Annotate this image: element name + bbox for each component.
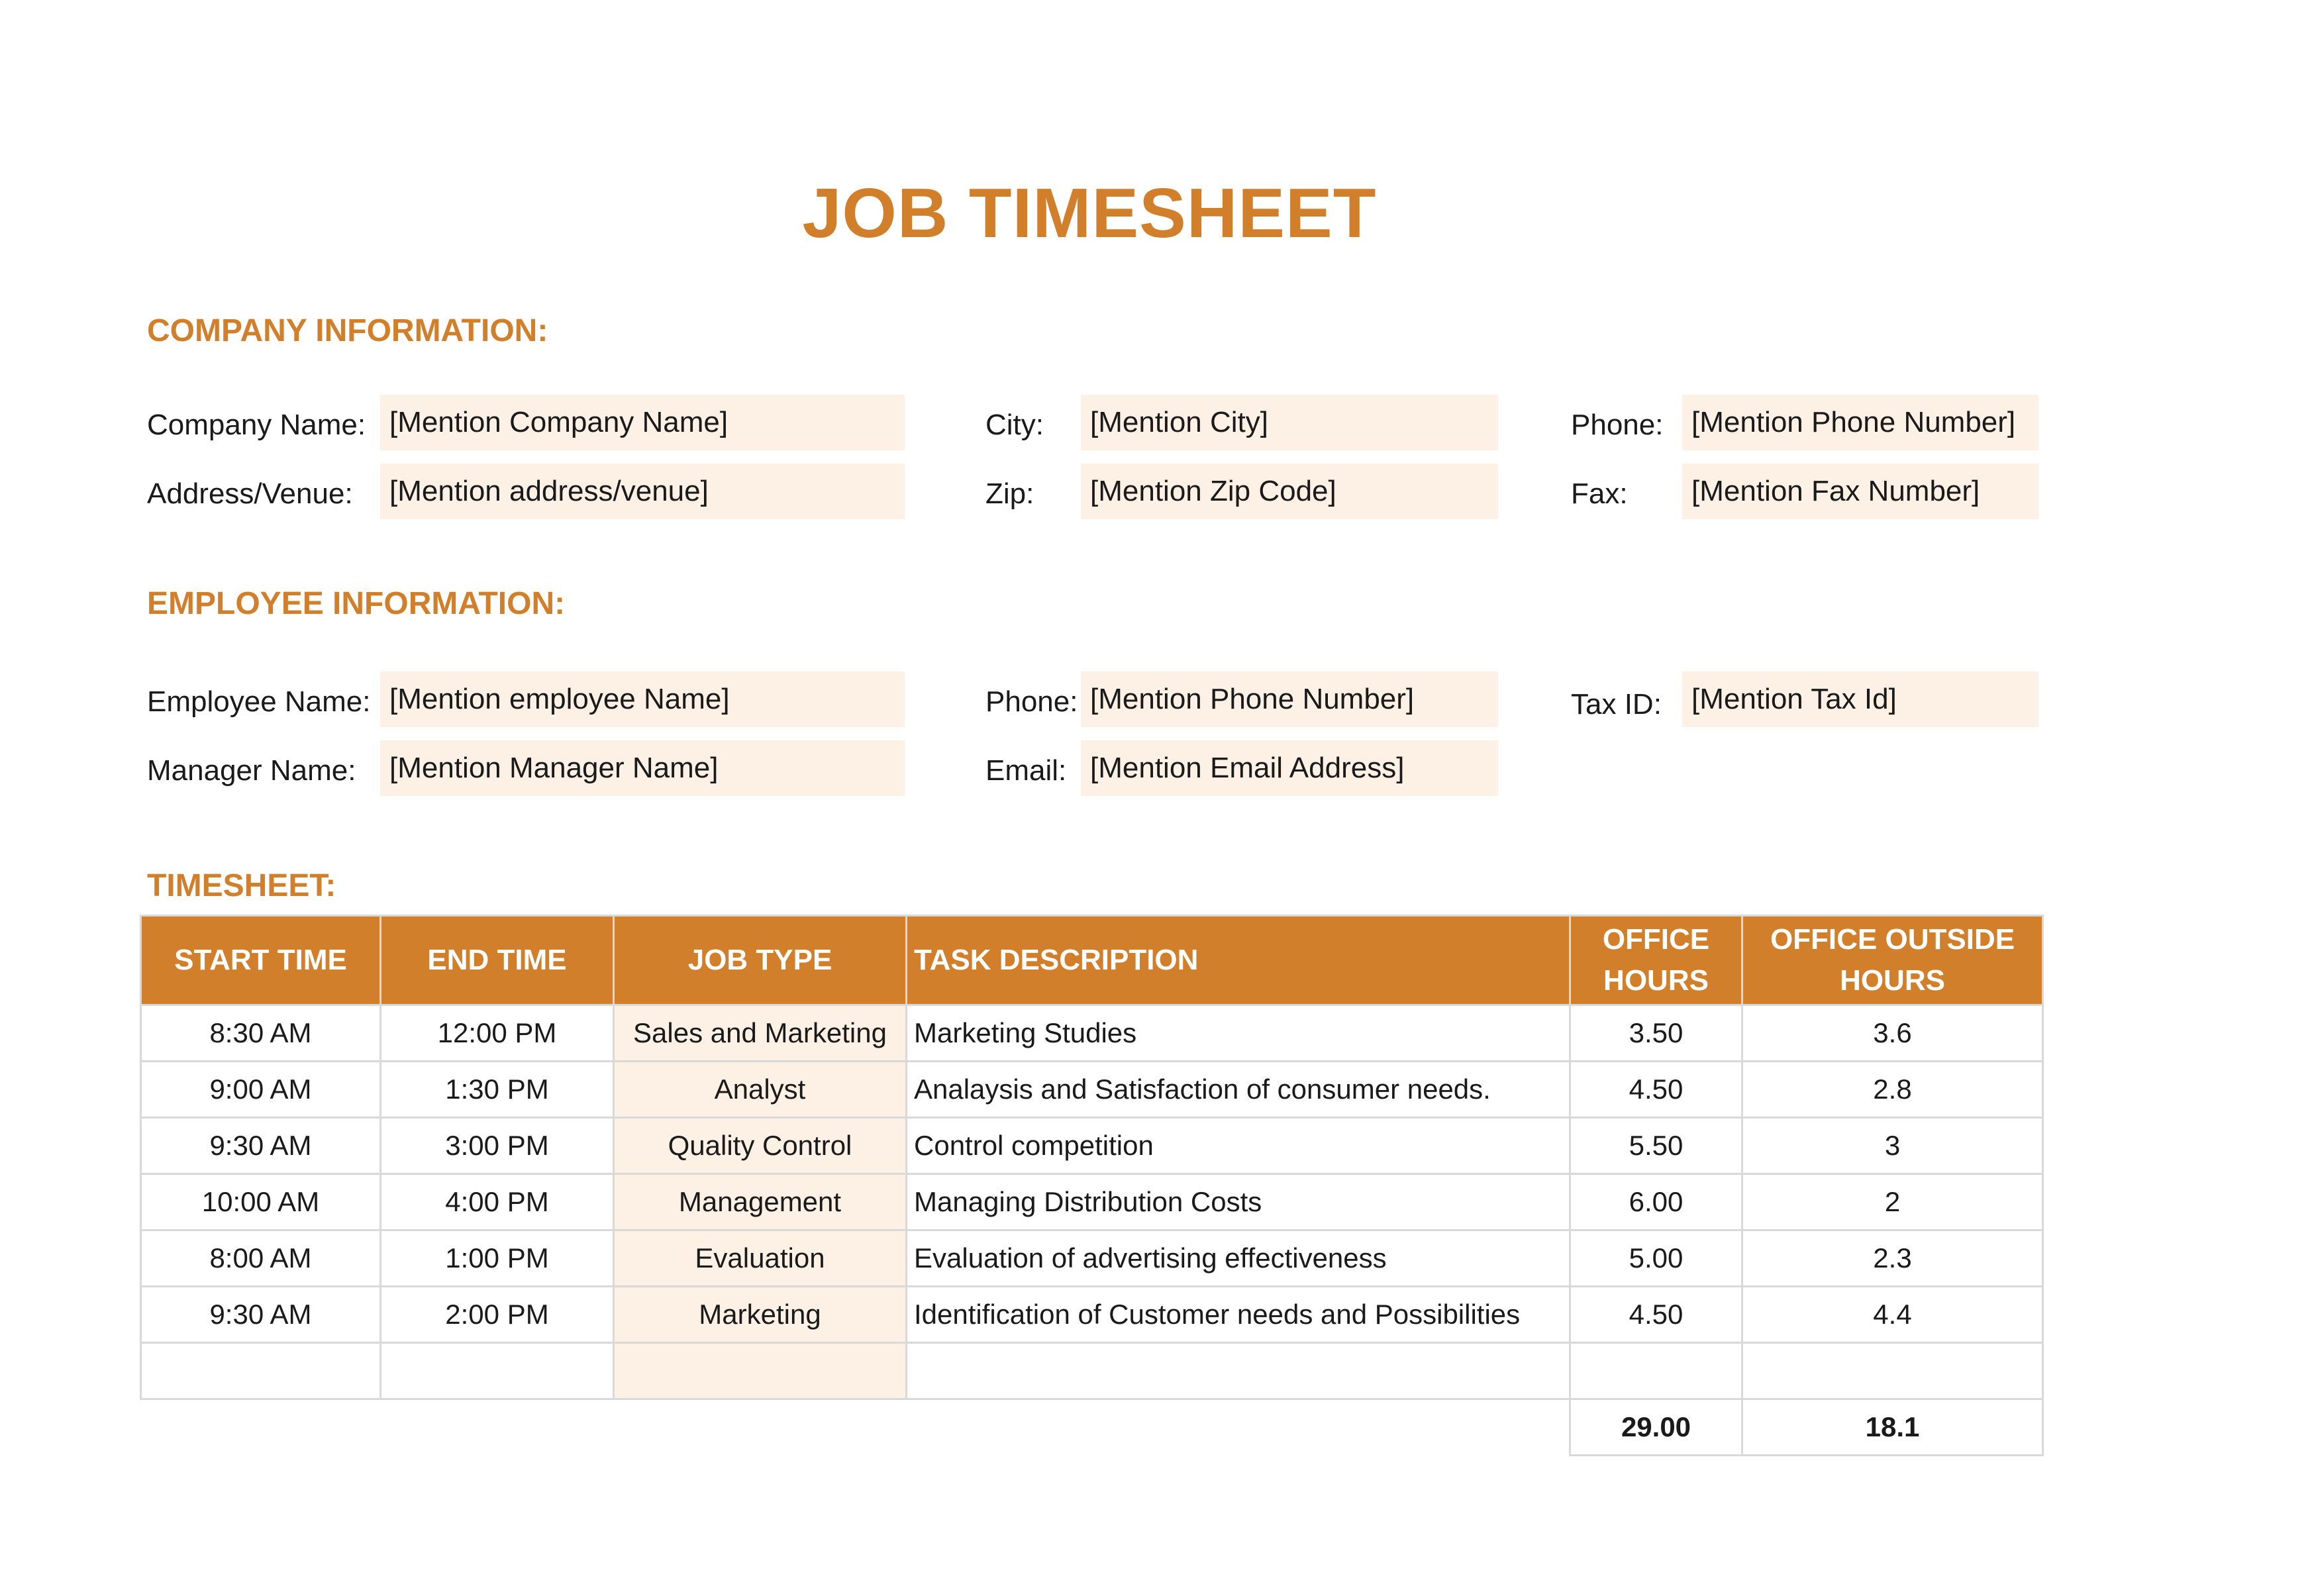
- start-time-cell[interactable]: 10:00 AM: [141, 1174, 381, 1230]
- outside-hours-cell[interactable]: 3: [1742, 1118, 2043, 1174]
- end-time-header: END TIME: [381, 916, 614, 1005]
- outside-hours-cell[interactable]: 3.6: [1742, 1005, 2043, 1062]
- page-title: JOB TIMESHEET: [802, 174, 1377, 252]
- totals-spacer: [141, 1399, 1570, 1456]
- office-hours-cell[interactable]: 5.00: [1570, 1230, 1742, 1287]
- task-description-cell[interactable]: Evaluation of advertising effectiveness: [907, 1230, 1570, 1287]
- end-time-cell[interactable]: 12:00 PM: [381, 1005, 614, 1062]
- tax-id-label: Tax ID:: [1571, 688, 1662, 721]
- task-description-cell[interactable]: Control competition: [907, 1118, 1570, 1174]
- employee-phone-field[interactable]: [Mention Phone Number]: [1081, 672, 1498, 727]
- end-time-cell[interactable]: 1:00 PM: [381, 1230, 614, 1287]
- task-description-cell[interactable]: Marketing Studies: [907, 1005, 1570, 1062]
- address-label: Address/Venue:: [147, 477, 353, 510]
- manager-name-field[interactable]: [Mention Manager Name]: [380, 740, 905, 796]
- end-time-cell[interactable]: 2:00 PM: [381, 1287, 614, 1343]
- email-label: Email:: [985, 754, 1067, 787]
- job-type-cell[interactable]: Management: [614, 1174, 907, 1230]
- email-field[interactable]: [Mention Email Address]: [1081, 740, 1498, 796]
- fax-label: Fax:: [1571, 477, 1628, 510]
- job-type-cell[interactable]: [614, 1343, 907, 1399]
- office-hours-header: [1570, 916, 1742, 1005]
- start-time-cell[interactable]: 8:00 AM: [141, 1230, 381, 1287]
- end-time-cell[interactable]: 1:30 PM: [381, 1062, 614, 1118]
- office-hours-cell[interactable]: [1570, 1343, 1742, 1399]
- company-name-field[interactable]: [Mention Company Name]: [380, 395, 905, 450]
- outside-hours-header-line1: OFFICE OUTSIDE: [1770, 923, 2015, 956]
- job-type-cell[interactable]: Evaluation: [614, 1230, 907, 1287]
- employee-name-label: Employee Name:: [147, 685, 371, 718]
- address-field[interactable]: [Mention address/venue]: [380, 464, 905, 519]
- office-hours-header-line1: OFFICE: [1602, 923, 1710, 956]
- office-hours-header-line2: HOURS: [1603, 964, 1709, 997]
- end-time-cell[interactable]: [381, 1343, 614, 1399]
- outside-hours-header-line2: HOURS: [1840, 964, 1945, 997]
- table-row: [141, 1118, 2043, 1174]
- city-label: City:: [985, 409, 1044, 441]
- task-description-cell[interactable]: Identification of Customer needs and Possibilities: [907, 1287, 1570, 1343]
- outside-hours-cell[interactable]: [1742, 1343, 2043, 1399]
- employee-phone-label: Phone:: [985, 685, 1078, 718]
- end-time-cell[interactable]: 4:00 PM: [381, 1174, 614, 1230]
- table-row: [141, 1062, 2043, 1118]
- office-hours-cell[interactable]: 6.00: [1570, 1174, 1742, 1230]
- table-row-empty: [141, 1343, 2043, 1399]
- start-time-cell[interactable]: [141, 1343, 381, 1399]
- task-description-cell[interactable]: Managing Distribution Costs: [907, 1174, 1570, 1230]
- task-description-cell[interactable]: Analaysis and Satisfaction of consumer needs.: [907, 1062, 1570, 1118]
- company-phone-label: Phone:: [1571, 409, 1664, 441]
- job-type-cell[interactable]: Quality Control: [614, 1118, 907, 1174]
- zip-field[interactable]: [Mention Zip Code]: [1081, 464, 1498, 519]
- timesheet-heading: TIMESHEET:: [147, 868, 336, 903]
- table-header-row: [141, 916, 2043, 1005]
- task-description-header: TASK DESCRIPTION: [907, 916, 1570, 1005]
- outside-hours-header: [1742, 916, 2043, 1005]
- start-time-cell[interactable]: 9:30 AM: [141, 1287, 381, 1343]
- table-row: [141, 1287, 2043, 1343]
- end-time-cell[interactable]: 3:00 PM: [381, 1118, 614, 1174]
- totals-row: [141, 1399, 2043, 1456]
- outside-hours-cell[interactable]: 2: [1742, 1174, 2043, 1230]
- table-row: [141, 1174, 2043, 1230]
- company-info-heading: COMPANY INFORMATION:: [147, 313, 548, 348]
- timesheet-table: [140, 915, 2044, 1456]
- manager-name-label: Manager Name:: [147, 754, 356, 787]
- outside-hours-cell[interactable]: 2.8: [1742, 1062, 2043, 1118]
- start-time-cell[interactable]: 9:30 AM: [141, 1118, 381, 1174]
- outside-hours-cell[interactable]: 2.3: [1742, 1230, 2043, 1287]
- fax-field[interactable]: [Mention Fax Number]: [1682, 464, 2038, 519]
- tax-id-field[interactable]: [Mention Tax Id]: [1682, 672, 2038, 727]
- outside-hours-cell[interactable]: 4.4: [1742, 1287, 2043, 1343]
- start-time-cell[interactable]: 8:30 AM: [141, 1005, 381, 1062]
- office-hours-total: 29.00: [1570, 1399, 1742, 1456]
- job-type-header: JOB TYPE: [614, 916, 907, 1005]
- office-hours-cell[interactable]: 4.50: [1570, 1062, 1742, 1118]
- office-hours-cell[interactable]: 3.50: [1570, 1005, 1742, 1062]
- company-phone-field[interactable]: [Mention Phone Number]: [1682, 395, 2038, 450]
- outside-hours-total: 18.1: [1742, 1399, 2043, 1456]
- employee-name-field[interactable]: [Mention employee Name]: [380, 672, 905, 727]
- task-description-cell[interactable]: [907, 1343, 1570, 1399]
- city-field[interactable]: [Mention City]: [1081, 395, 1498, 450]
- job-type-cell[interactable]: Sales and Marketing: [614, 1005, 907, 1062]
- start-time-header: START TIME: [141, 916, 381, 1005]
- zip-label: Zip:: [985, 477, 1034, 510]
- table-row: [141, 1230, 2043, 1287]
- table-row: [141, 1005, 2043, 1062]
- company-name-label: Company Name:: [147, 409, 366, 441]
- start-time-cell[interactable]: 9:00 AM: [141, 1062, 381, 1118]
- job-type-cell[interactable]: Marketing: [614, 1287, 907, 1343]
- office-hours-cell[interactable]: 5.50: [1570, 1118, 1742, 1174]
- employee-info-heading: EMPLOYEE INFORMATION:: [147, 586, 566, 621]
- job-type-cell[interactable]: Analyst: [614, 1062, 907, 1118]
- office-hours-cell[interactable]: 4.50: [1570, 1287, 1742, 1343]
